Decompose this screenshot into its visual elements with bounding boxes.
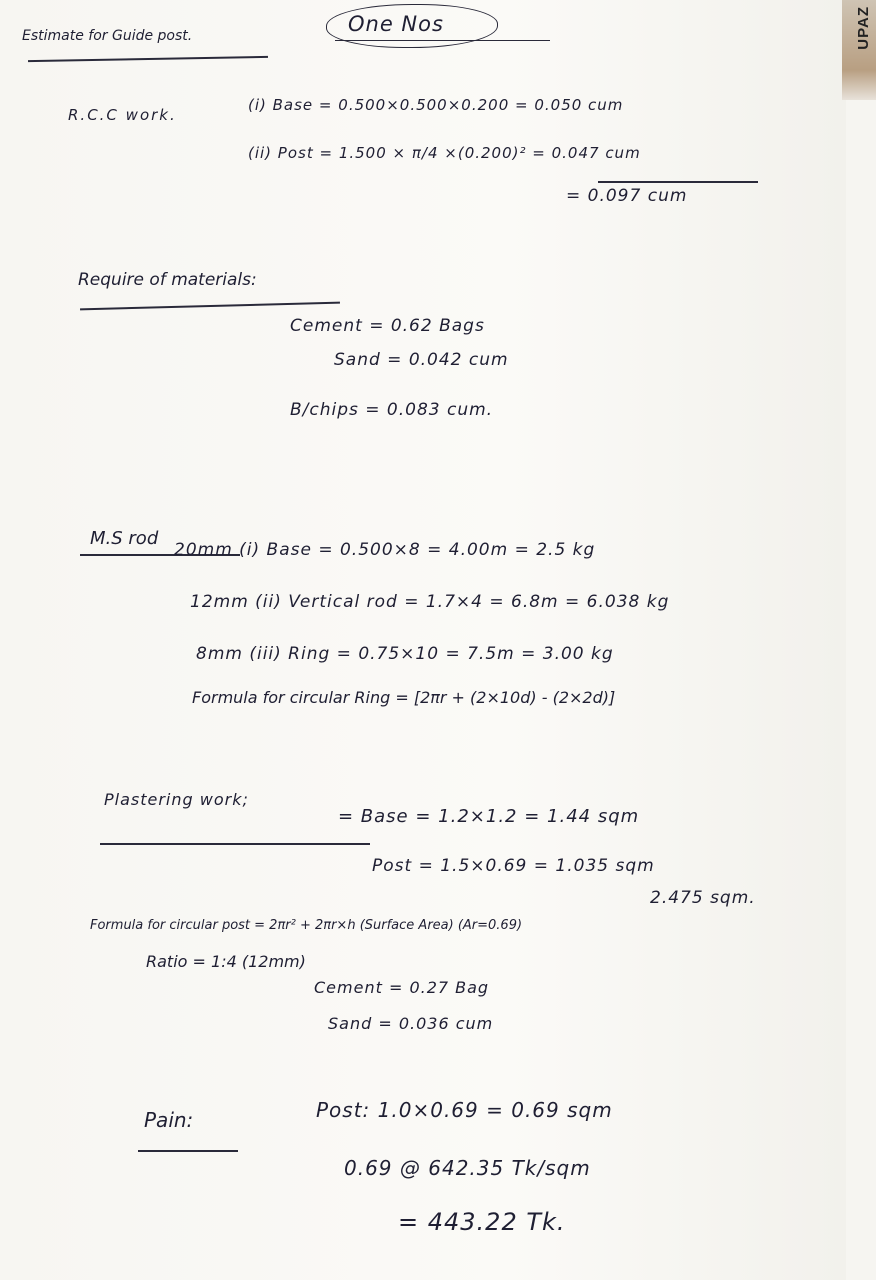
- plastering-underline: [100, 843, 370, 845]
- chips-line: B/chips = 0.083 cum.: [290, 400, 494, 420]
- ms-vertical-line: 12mm (ii) Vertical rod = 1.7×4 = 6.8m = 6.038 kg: [190, 592, 670, 612]
- photo-edge: [842, 0, 876, 100]
- paint-rate-line: 0.69 @ 642.35 Tk/sqm: [344, 1156, 591, 1180]
- paint-post-line: Post: 1.0×0.69 = 0.69 sqm: [316, 1098, 613, 1122]
- ms-base-line: 20mm (i) Base = 0.500×8 = 4.00m = 2.5 kg: [174, 540, 596, 560]
- paint-underline: [138, 1150, 238, 1152]
- paint-heading: Pain:: [144, 1108, 194, 1132]
- rcc-total-rule: [598, 181, 758, 183]
- rcc-label: R.C.C work.: [68, 106, 177, 124]
- rcc-post-line: (ii) Post = 1.500 × π/4 ×(0.200)² = 0.047 cum: [248, 144, 641, 162]
- document-title: Estimate for Guide post.: [22, 28, 193, 44]
- cement-line: Cement = 0.62 Bags: [290, 316, 485, 336]
- plaster-base-line: = Base = 1.2×1.2 = 1.44 sqm: [338, 806, 640, 827]
- plaster-formula-line: Formula for circular post = 2πr² + 2πr×h (Surface Area) (Ar=0.69): [90, 918, 523, 933]
- materials-heading: Require of materials:: [78, 270, 257, 290]
- ms-ring-line: 8mm (iii) Ring = 0.75×10 = 7.5m = 3.00 kg: [196, 644, 614, 664]
- ms-formula-line: Formula for circular Ring = [2πr + (2×10d) - (2×2d)]: [192, 688, 616, 707]
- paint-total-line: = 443.22 Tk.: [398, 1208, 566, 1236]
- plaster-total-line: 2.475 sqm.: [650, 888, 756, 908]
- quantity-circle: [326, 4, 498, 48]
- plaster-post-line: Post = 1.5×0.69 = 1.035 sqm: [372, 856, 655, 876]
- plaster-cement-line: Cement = 0.27 Bag: [314, 978, 490, 997]
- plastering-heading: Plastering work;: [104, 790, 249, 809]
- rcc-base-line: (i) Base = 0.500×0.500×0.200 = 0.050 cum: [248, 96, 624, 114]
- sand-line: Sand = 0.042 cum: [334, 350, 509, 370]
- plaster-ratio-line: Ratio = 1:4 (12mm): [146, 952, 306, 971]
- plaster-sand-line: Sand = 0.036 cum: [328, 1014, 494, 1033]
- quantity-label: One Nos: [348, 12, 444, 36]
- edge-label: UPAZ: [855, 6, 872, 50]
- rcc-total-line: = 0.097 cum: [566, 186, 688, 206]
- ms-rod-heading: M.S rod: [90, 528, 159, 549]
